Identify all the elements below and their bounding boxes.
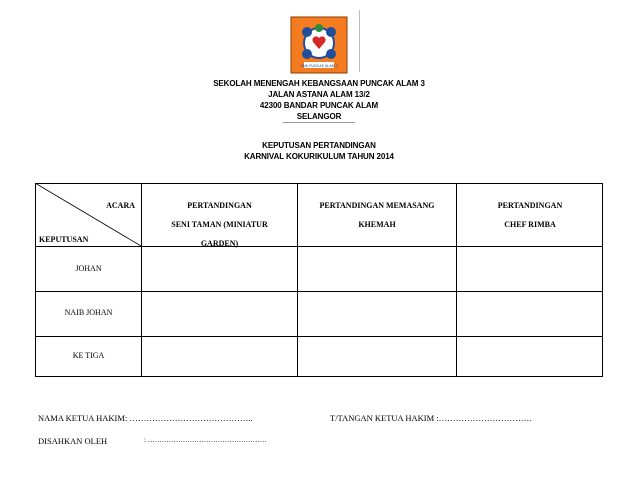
table-col-divider: [456, 183, 457, 377]
judge-name-field: NAMA KETUA HAKIM: ……………………………………..: [38, 413, 253, 423]
column-header-chef-rimba: [458, 201, 602, 230]
table-border-top: [35, 183, 603, 184]
table-row-divider: [35, 246, 603, 247]
logo-text: SMK PUNCAK ALAM 3: [300, 63, 338, 68]
school-address-line1: JALAN ASTANA ALAM 13/2: [268, 90, 370, 99]
column-header-line: GARDEN): [200, 239, 239, 248]
school-address-line2: 42300 BANDAR PUNCAK ALAM: [259, 101, 379, 110]
column-header-line: PERTANDINGAN MEMASANG: [319, 201, 435, 210]
header-divider: [283, 122, 355, 123]
document-title: KEPUTUSAN PERTANDINGAN: [262, 141, 376, 150]
document-subtitle: KARNIVAL KOKURIKULUM TAHUN 2014: [244, 152, 394, 161]
column-header-line: PERTANDINGAN: [497, 201, 563, 210]
approved-by-line: : ……………………………………………: [144, 436, 267, 444]
table-row-divider: [35, 291, 603, 292]
row-label-naib-johan: NAIB JOHAN: [64, 308, 113, 317]
column-header-line: PERTANDINGAN: [187, 201, 252, 210]
table-row-divider: [35, 336, 603, 337]
column-header-line: SENI TAMAN (MINIATUR: [171, 220, 268, 229]
row-label-ke-tiga: KE TIGA: [72, 351, 105, 360]
results-table: [35, 183, 603, 377]
logo-divider: [359, 10, 360, 72]
judge-signature-field: T/TANGAN KETUA HAKIM :……………………………: [330, 413, 533, 423]
table-border-left: [35, 183, 36, 377]
column-header-memasang-khemah: [299, 201, 455, 230]
row-label-johan: JOHAN: [75, 264, 102, 273]
corner-label-acara: ACARA: [106, 201, 135, 210]
table-border-right: [602, 183, 603, 377]
column-header-line: CHEF RIMBA: [504, 220, 556, 229]
corner-label-keputusan: KEPUTUSAN: [39, 235, 89, 244]
table-border-bottom: [35, 376, 603, 377]
school-logo: [290, 16, 348, 74]
table-col-divider: [297, 183, 298, 377]
column-header-seni-taman: [143, 201, 296, 249]
approved-by-label: DISAHKAN OLEH: [38, 436, 108, 446]
school-name: SEKOLAH MENENGAH KEBANGSAAN PUNCAK ALAM 3: [213, 79, 425, 88]
table-col-divider: [141, 183, 142, 377]
school-state: SELANGOR: [296, 112, 342, 121]
column-header-line: KHEMAH: [358, 220, 396, 229]
